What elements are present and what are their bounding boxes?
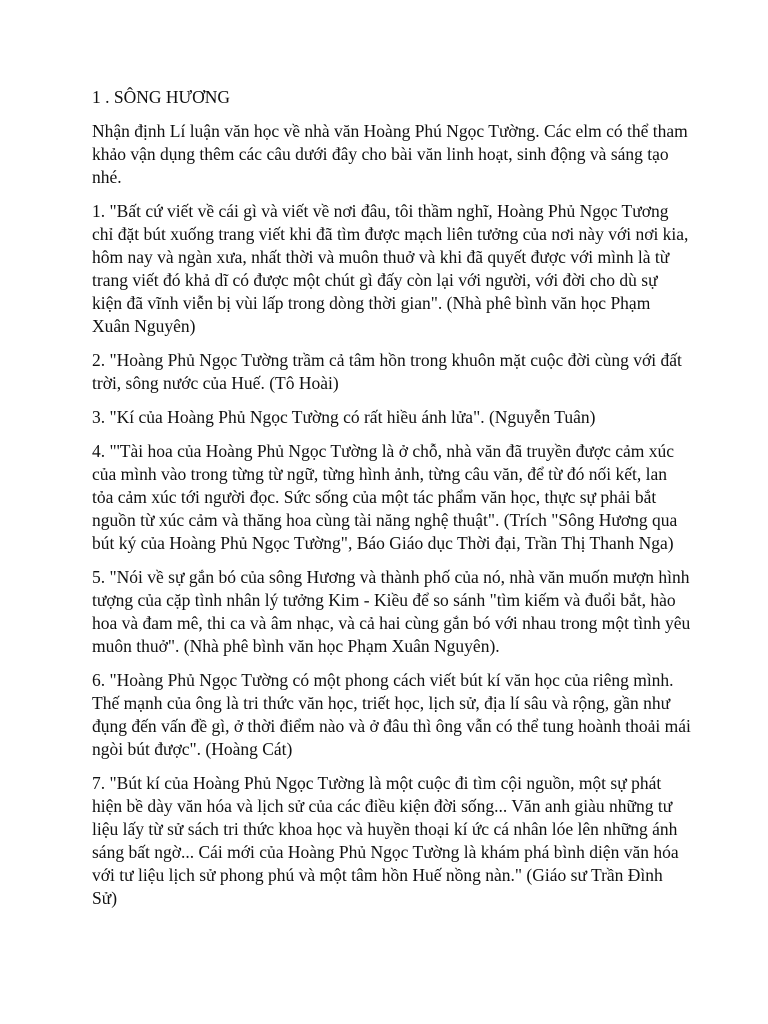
quote-paragraph-6: 6. "Hoàng Phủ Ngọc Tường có một phong cách viết bút kí văn học của riêng mình. Thế mạnh của ông là tri thức văn học, triết học, lịch sử, địa lí sâu và rộng, gần như đụng đến vấn đề gì, ở thời điểm nào và ở đâu thì ông vẫn có thể tung hoành thoải mái ngòi bút được". (Hoàng Cát) — [92, 670, 691, 759]
quote-paragraph-2: 2. "Hoàng Phủ Ngọc Tường trầm cả tâm hồn trong khuôn mặt cuộc đời cùng với đất trời, sông nước của Huế. (Tô Hoài) — [92, 350, 682, 393]
quote-paragraph-3: 3. "Kí của Hoàng Phủ Ngọc Tường có rất hiều ánh lửa". (Nguyễn Tuân) — [92, 407, 596, 427]
quote-paragraph-4: 4. "'Tài hoa của Hoàng Phủ Ngọc Tường là ở chỗ, nhà văn đã truyền được cảm xúc của mình vào trong từng từ ngữ, từng hình ảnh, từng câu văn, để từ đó nối kết, lan tỏa cảm xúc tới người đọc. Sức sống của một tác phẩm văn học, thực sự phải bắt nguồn từ xúc cảm và thăng hoa cùng tài năng nghệ thuật". (Trích "Sông Hương qua bút ký của Hoàng Phủ Ngọc Tường", Báo Giáo dục Thời đại, Trần Thị Thanh Nga) — [92, 441, 678, 553]
document-heading: 1 . SÔNG HƯƠNG — [92, 87, 231, 107]
quote-paragraph-1: 1. "Bất cứ viết về cái gì và viết về nơi đâu, tôi thầm nghĩ, Hoàng Phủ Ngọc Tương chỉ đặt bút xuống trang viết khi đã tìm được mạch liên tưởng của nơi này với nơi kia, hôm nay và ngàn xưa, nhất thời và muôn thuở và khi đã quyết được với mình là từ trang viết đó khả dĩ có được một chút gì đấy còn lại với người, với đời cho dù sự kiện đã vĩnh viễn bị vùi lấp trong dòng thời gian". (Nhà phê bình văn học Phạm Xuân Nguyên) — [92, 201, 689, 336]
quote-paragraph-7: 7. "Bút kí của Hoàng Phủ Ngọc Tường là một cuộc đi tìm cội nguồn, một sự phát hiện bề dày văn hóa và lịch sử của các điều kiện đời sống... Văn anh giàu những tư liệu lấy từ sử sách tri thức khoa học và huyền thoại kí ức cá nhân lóe lên những ánh sáng bất ngờ... Cái mới của Hoàng Phủ Ngọc Tường là khám phá bình diện văn hóa với tư liệu lịch sử phong phú và một tâm hồn Huế nồng nàn." (Giáo sư Trần Đình Sử) — [92, 773, 679, 908]
quote-paragraph-5: 5. "Nói về sự gắn bó của sông Hương và thành phố của nó, nhà văn muốn mượn hình tượng của cặp tình nhân lý tưởng Kim - Kiều để so sánh "tìm kiếm và đuổi bắt, hào hoa và đam mê, thi ca và âm nhạc, và cả hai cùng gắn bó với nhau trong một tình yêu muôn thuở". (Nhà phê bình văn học Phạm Xuân Nguyên). — [92, 567, 691, 656]
document-page — [92, 86, 692, 921]
intro-paragraph: Nhận định Lí luận văn học về nhà văn Hoàng Phú Ngọc Tường. Các elm có thể tham khảo vận dụng thêm các câu dưới đây cho bài văn linh hoạt, sinh động và sáng tạo nhé. — [92, 121, 688, 187]
